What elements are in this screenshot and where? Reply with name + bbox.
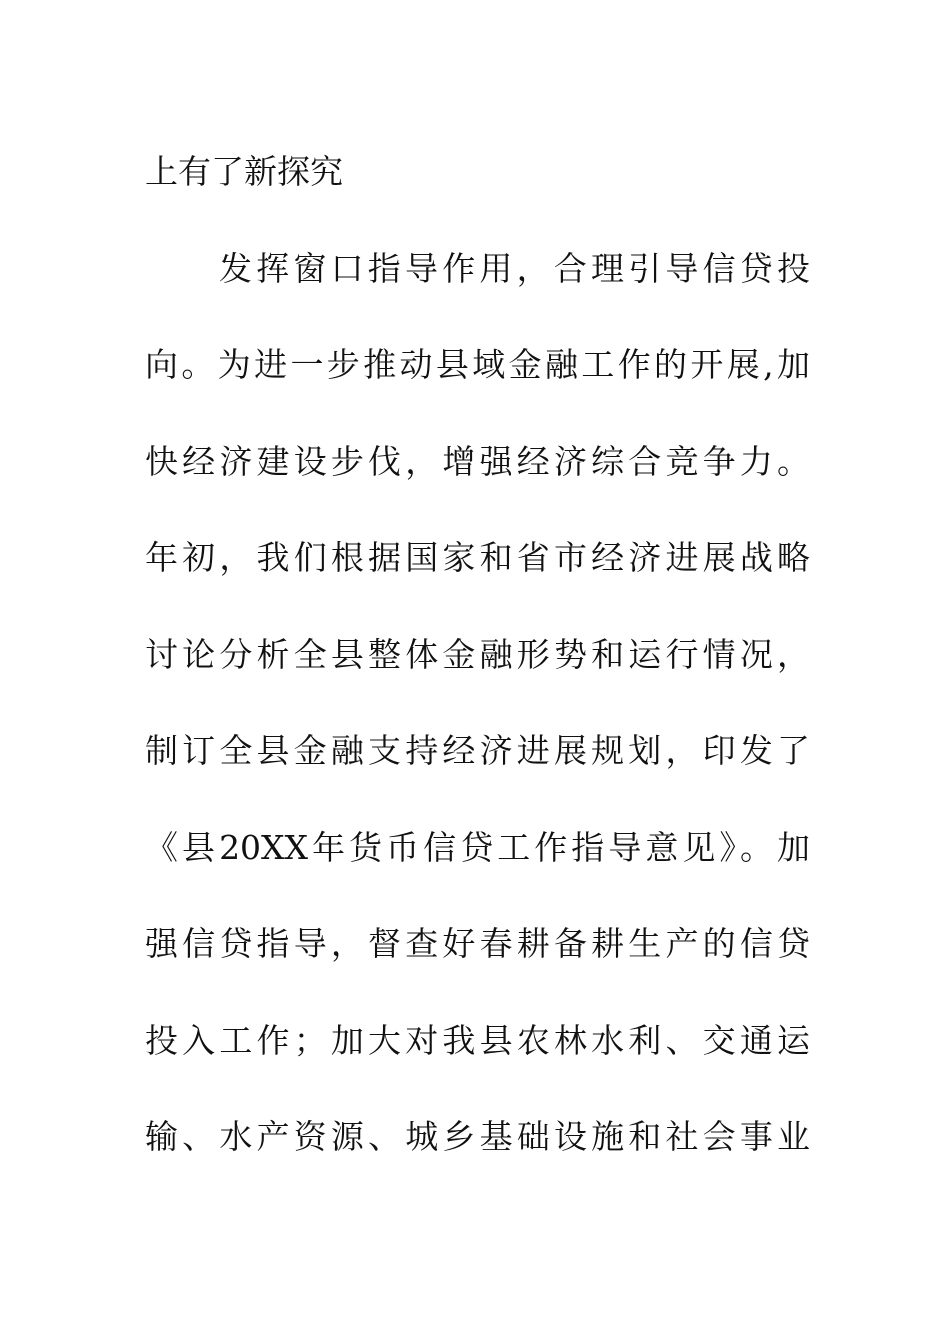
text-line-10: 投入工作；加大对我县农林水利、交通运 bbox=[145, 1020, 810, 1060]
text-line-3: 向。为进一步推动县域金融工作的开展,加 bbox=[145, 345, 810, 384]
text-line-5: 年初，我们根据国家和省市经济进展战略 bbox=[145, 538, 810, 577]
text-line-11: 输、水产资源、城乡基础设施和社会事业 bbox=[145, 1117, 810, 1156]
text-line-4: 快经济建设步伐，增强经济综合竞争力。 bbox=[145, 441, 810, 481]
body-text bbox=[145, 124, 810, 1186]
text-line-2: 发挥窗口指导作用，合理引导信贷投 bbox=[219, 248, 810, 288]
text-line-8: 《县20XX年货币信贷工作指导意见》。加 bbox=[145, 827, 810, 867]
text-line-7: 制订全县金融支持经济进展规划，印发了 bbox=[145, 731, 810, 770]
text-line-9: 强信贷指导，督查好春耕备耕生产的信贷 bbox=[145, 924, 810, 963]
text-line-1: 上有了新探究 bbox=[145, 152, 343, 191]
text-line-6: 讨论分析全县整体金融形势和运行情况， bbox=[145, 634, 810, 674]
